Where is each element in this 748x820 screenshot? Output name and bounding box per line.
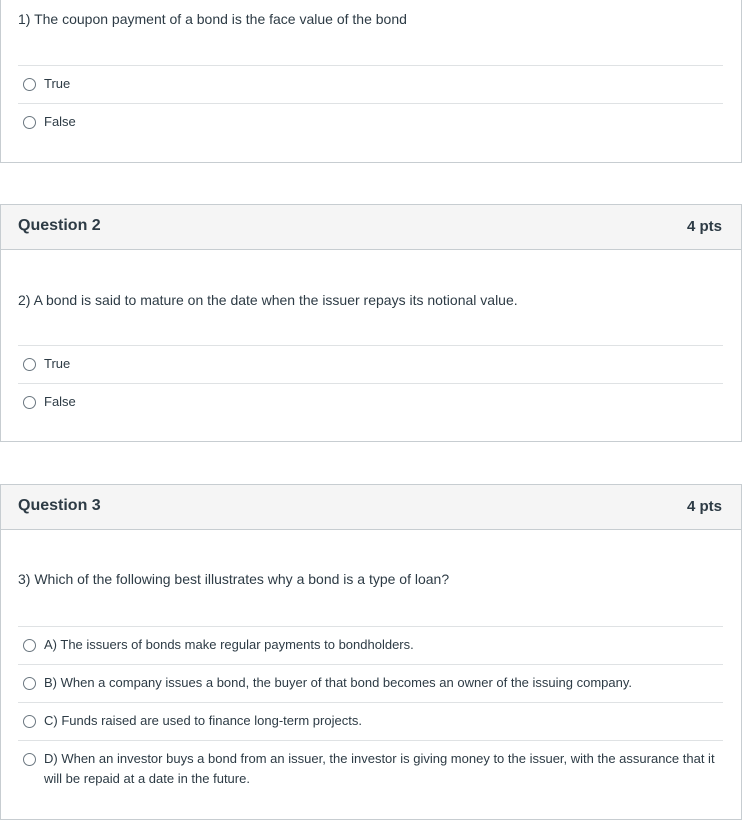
radio-button[interactable] <box>23 677 36 690</box>
question-text: 2) A bond is said to mature on the date when the issuer repays its notional value. <box>18 292 518 308</box>
question-text: 3) Which of the following best illustrates why a bond is a type of loan? <box>18 571 450 587</box>
answer-label: B) When a company issues a bond, the buyer of that bond becomes an owner of the issuing company. <box>44 675 632 690</box>
answer-label: A) The issuers of bonds make regular payments to bondholders. <box>44 637 414 652</box>
answer-label: False <box>44 394 76 409</box>
answer-option-a[interactable] <box>18 626 723 664</box>
answer-label: True <box>44 76 71 91</box>
answer-list <box>18 626 723 798</box>
radio-button[interactable] <box>23 358 36 371</box>
answer-option-false[interactable] <box>18 103 723 141</box>
radio-button[interactable] <box>23 715 36 728</box>
answer-option-b[interactable] <box>18 664 723 702</box>
answer-label: True <box>44 356 71 371</box>
answer-list <box>18 345 723 421</box>
answer-label: D) When an investor buys a bond from an issuer, the investor is giving money to the issuer, with the assurance that it will be repaid at a date in the future. <box>44 751 715 786</box>
answer-option-false[interactable] <box>18 383 723 421</box>
answer-option-true[interactable] <box>18 65 723 103</box>
question-text: 1) The coupon payment of a bond is the face value of the bond <box>18 11 407 27</box>
answer-option-true[interactable] <box>18 345 723 383</box>
question-points: 4 pts <box>686 498 722 515</box>
answer-option-c[interactable] <box>18 702 723 740</box>
radio-button[interactable] <box>23 116 36 129</box>
answer-label: False <box>44 114 76 129</box>
radio-button[interactable] <box>23 639 36 652</box>
question-title: Question 2 <box>18 217 101 234</box>
radio-button[interactable] <box>23 78 36 91</box>
radio-button[interactable] <box>23 753 36 766</box>
radio-button[interactable] <box>23 396 36 409</box>
question-title: Question 3 <box>18 497 101 514</box>
question-points: 4 pts <box>686 218 722 235</box>
question-3 <box>0 484 742 820</box>
question-header <box>1 485 741 530</box>
answer-option-d[interactable] <box>18 740 723 798</box>
question-header <box>1 205 741 250</box>
answer-list <box>18 65 723 141</box>
question-1 <box>0 0 742 163</box>
answer-label: C) Funds raised are used to finance long-term projects. <box>44 713 362 728</box>
question-2 <box>0 204 742 442</box>
